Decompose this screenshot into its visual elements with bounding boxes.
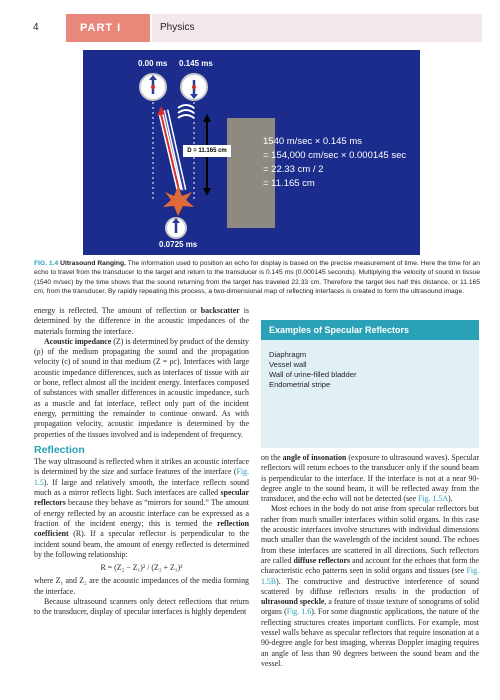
section-heading: Reflection (34, 443, 85, 456)
figure-label: FIG. 1.4 (34, 260, 59, 267)
echo-wave-icon (178, 105, 194, 118)
reflector-starburst-icon (163, 186, 194, 216)
figure-link[interactable]: Fig. 1.5B (261, 566, 479, 586)
figure-link[interactable]: Fig. 1.6 (286, 607, 312, 617)
figure-caption (34, 259, 480, 296)
left-column (34, 306, 249, 618)
calc-line: = 154,000 cm/sec × 0.000145 sec (263, 150, 407, 161)
calc-line: = 22.33 cm / 2 (263, 164, 324, 175)
figure-link[interactable]: Fig. 1.5 (34, 467, 249, 487)
list-item: Diaphragm (269, 350, 307, 359)
calc-line: = 11.165 cm (263, 178, 315, 189)
paragraph: The way ultrasound is reflected when it strikes an acoustic interface is determined by the size and surface features of the interface (Fig. 1.5). If large and relatively smooth, the interface reflects sound much as a mirror reflects light. Such interfaces are called specular reflectors because they behave as “mirrors for sound.” The amount of energy reflected by an acoustic interface can be expressed as a fraction of the incident energy; this is termed the reflection coefficient (R). If a specular reflector is perpendicular to the incident sound beam, the amount of energy reflected is determined by the following relationship: (34, 457, 249, 559)
box-list (261, 340, 479, 390)
time-label-return: 0.145 ms (179, 59, 213, 68)
paragraph: on the angle of insonation (exposure to ultrasound waves). Specular reflectors will return echoes to the transducer only if the sound beam is perpendicular to the interface. If the interface is not at a near 90-degree angle to the sound beam, it will be reflected away from the transducer, and the echo will not be detected (see Fig. 1.5A). (261, 453, 479, 504)
paragraph: Acoustic impedance (Z) is determined by product of the density (ρ) of the medium propagating the sound and the propagation velocity (c) of sound in that medium (Z = ρc). Interfaces with large acoustic impedance differences, such as interfaces of tissue with air or bone, reflect almost all the incident energy. Interfaces composed of substances with smaller differences in acoustic impedance, such as a muscle and fat interface, reflect only part of the incident energy, permitting the remainder to continue onward. As with propagation velocity, acoustic impedance is determined by the properties of the tissues involved and is independent of frequency. (34, 336, 249, 439)
right-column (261, 453, 479, 669)
ultrasound-ranging-figure (83, 50, 420, 255)
paragraph: Most echoes in the body do not arise from specular reflectors but rather from much smaller interfaces within solid organs. In this case the acoustic interfaces involve structures with individual dimensions much smaller than the wavelength of the incident sound. The echoes from these interfaces are scattered in all directions. Such reflectors are called diffuse reflectors and account for the echoes that form the characteristic echo patterns seen in solid organs and tissues (see Fig. 1.5B). The constructive and destructive interference of sound scattered by diffuse reflectors results in the production of ultrasound speckle, a feature of tissue texture of sonograms of solid organs (Fig. 1.6). For some diagnostic applications, the nature of the reflecting structures creates important conflicts. For example, most vessel walls behave as specular reflectors that require insonation at a 90-degree angle for best imaging, whereas Doppler imaging requires an angle of less than 90 degrees between the sound beam and the vessel. (261, 504, 480, 668)
page-number: 4 (33, 22, 39, 33)
time-label-target: 0.0725 ms (159, 240, 198, 249)
list-item: Vessel wall (269, 360, 307, 369)
paragraph: energy is reflected. The amount of reflection or backscatter is determined by the difference in the acoustic impedances of the materials forming the interface. (34, 306, 249, 336)
box-title: Examples of Specular Reflectors (261, 320, 479, 340)
part-label: PART I (66, 14, 150, 42)
list-item: Wall of urine-filled bladder (269, 370, 357, 379)
section-title: Physics (152, 14, 482, 42)
list-item: Endometrial stripe (269, 380, 331, 389)
caption-text: The information used to position an echo for display is based on the precise measurement of time. Here the time for an echo to travel from the transducer to the target and return to the transducer is 0.145 ms (0.000145 seconds). Multiplying the velocity of sound in tissue (1540 m/sec) by the time shows that the sound returning from the target has traveled 22.33 cm. Therefore the target lies half this distance, or 11.165 cm, from the transducer. By rapidly repeating this process, a two-dimensional map of reflecting interfaces is created to form the ultrasound image. (34, 260, 480, 295)
distance-label: D = 11.165 cm (183, 145, 231, 157)
paragraph: where Z₁ and Z₂ are the acoustic impedances of the media forming the interface. (34, 576, 249, 596)
specular-reflectors-box (261, 320, 479, 448)
paragraph: Because ultrasound scanners only detect reflections that return to the transducer, display of specular interfaces is highly dependent (34, 597, 249, 617)
figure-link[interactable]: Fig. 1.5A (418, 494, 449, 504)
time-label-start: 0.00 ms (138, 59, 168, 68)
calc-line: 1540 m/sec × 0.145 ms (263, 136, 363, 147)
running-header (0, 0, 500, 42)
range-calculation (263, 135, 406, 191)
figure-title: Ultrasound Ranging. (60, 260, 126, 267)
reflection-equation: R = (Z₂ − Z₁)² / (Z₂ + Z₁)² (100, 563, 183, 573)
